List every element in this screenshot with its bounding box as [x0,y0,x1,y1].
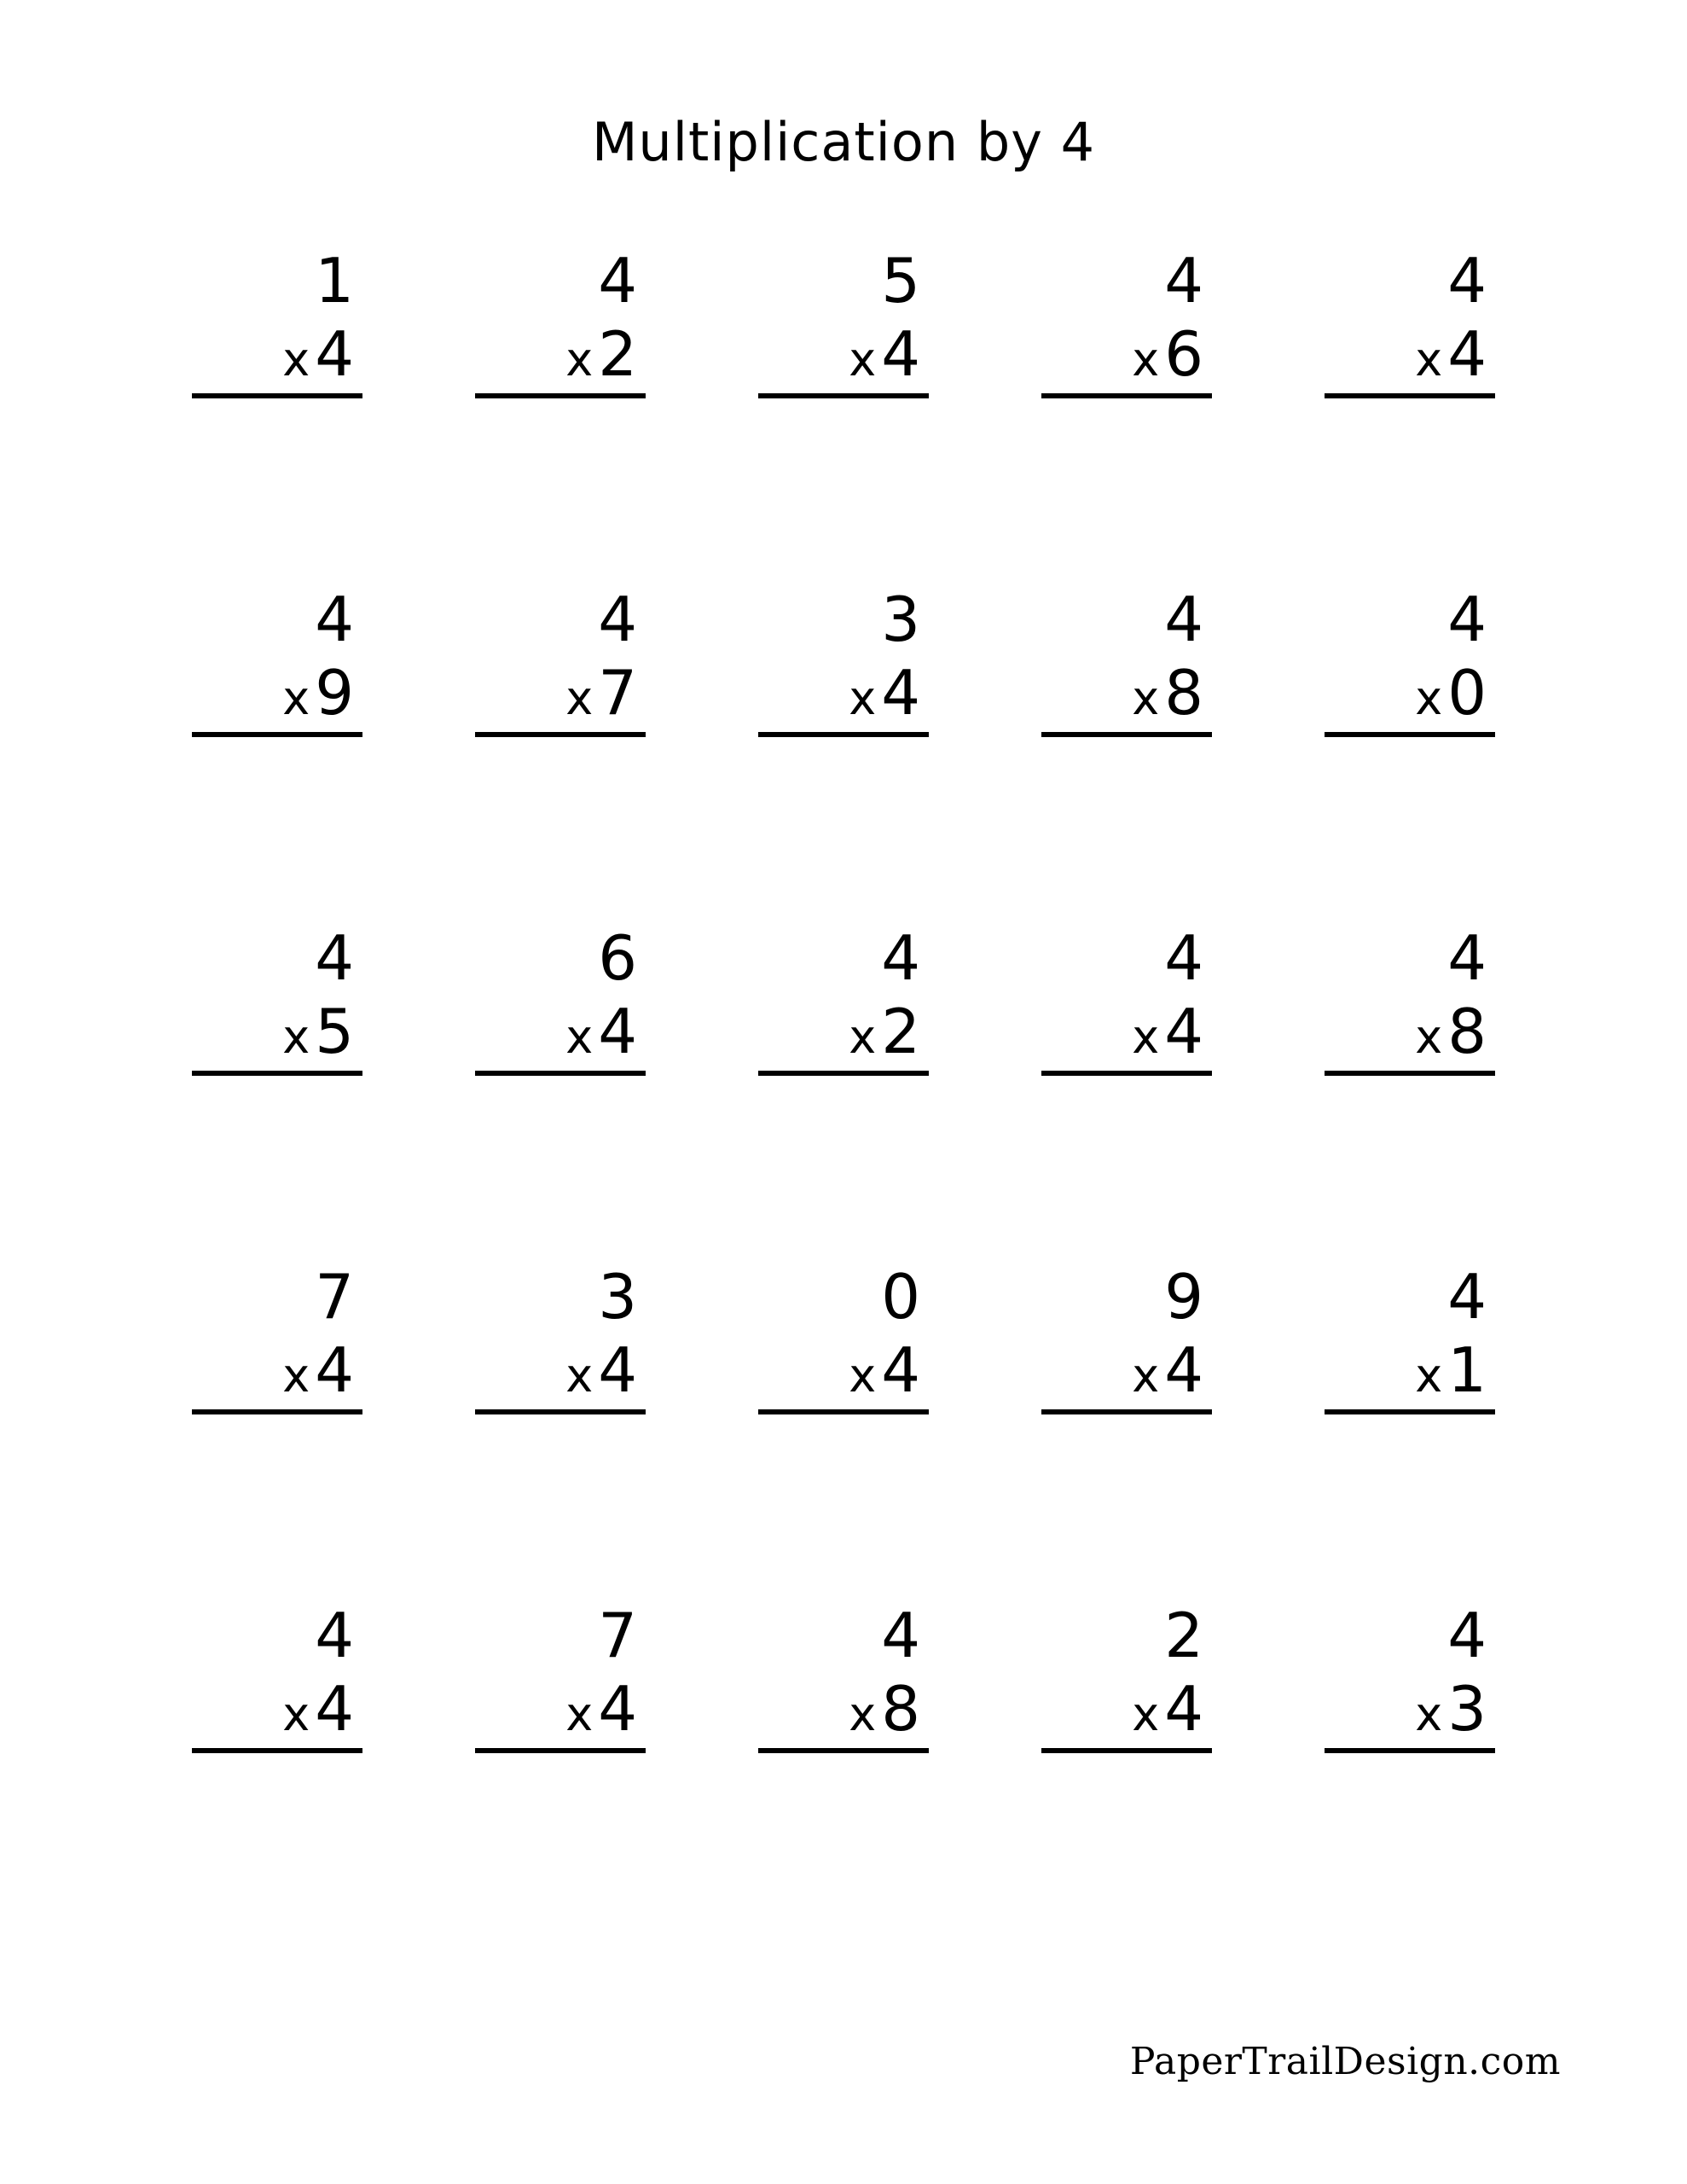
problem-item [1041,1240,1212,1579]
multiply-symbol: x [1415,1349,1443,1403]
operand-top: 3 [881,584,920,655]
operand-top: 1 [315,245,354,317]
problem-item [758,224,929,563]
operand-top: 4 [881,922,920,994]
operand-top: 3 [598,1261,637,1333]
multiply-symbol: x [565,333,594,386]
operand-top: 6 [598,922,637,994]
problem-item [192,224,362,563]
operand-row [758,318,929,390]
answer-rule [758,1071,929,1076]
multiply-symbol: x [565,1010,594,1064]
multiply-symbol: x [565,671,594,725]
operand-row [1325,996,1495,1067]
answer-rule [758,1409,929,1414]
operand-bottom: 4 [1164,996,1203,1067]
problem-item [192,902,362,1240]
problem-item [475,1240,646,1579]
operand-top: 4 [1447,922,1487,994]
operand-bottom: 4 [598,996,637,1067]
operand-row [1041,318,1212,390]
answer-rule [475,1409,646,1414]
answer-rule [192,1748,362,1753]
operand-top: 4 [1447,245,1487,317]
problem-item [192,1240,362,1579]
answer-rule [758,393,929,398]
problem-item [192,1579,362,1918]
answer-rule [192,1409,362,1414]
multiply-symbol: x [1415,1010,1443,1064]
operand-top: 4 [1447,584,1487,655]
answer-rule [475,1071,646,1076]
problem-grid [136,173,1551,1918]
problem-item [1325,224,1495,563]
operand-top: 4 [1164,922,1203,994]
operand-top: 4 [598,584,637,655]
operand-row [1041,996,1212,1067]
page-title: Multiplication by 4 [591,111,1096,173]
operand-row [475,1673,646,1745]
answer-rule [1041,393,1212,398]
operand-row [1325,1334,1495,1406]
multiply-symbol: x [1132,1687,1160,1741]
answer-rule [192,1071,362,1076]
operand-bottom: 7 [598,657,637,729]
operand-top: 7 [315,1261,354,1333]
answer-rule [758,1748,929,1753]
operand-bottom: 2 [598,318,637,390]
operand-top: 4 [1447,1261,1487,1333]
problem-item [1325,1240,1495,1579]
multiply-symbol: x [1132,1349,1160,1403]
answer-rule [192,393,362,398]
operand-row [758,1673,929,1745]
problem-item [475,224,646,563]
multiply-symbol: x [1132,671,1160,725]
multiply-symbol: x [282,1687,310,1741]
answer-rule [1325,1071,1495,1076]
operand-bottom: 4 [881,318,920,390]
answer-rule [1325,732,1495,737]
problem-item [1041,902,1212,1240]
operand-top: 7 [598,1600,637,1671]
multiply-symbol: x [1132,333,1160,386]
answer-rule [1041,1071,1212,1076]
operand-bottom: 6 [1164,318,1203,390]
operand-row [758,1334,929,1406]
problem-item [1325,902,1495,1240]
problem-item [1041,224,1212,563]
answer-rule [1041,1409,1212,1414]
multiply-symbol: x [849,1010,877,1064]
operand-row [192,1673,362,1745]
operand-row [192,996,362,1067]
operand-bottom: 4 [881,657,920,729]
operand-row [758,657,929,729]
answer-rule [475,393,646,398]
site-credit: PaperTrailDesign.com [1129,2040,1561,2083]
answer-rule [475,732,646,737]
problem-item [475,563,646,902]
operand-row [1041,1673,1212,1745]
operand-bottom: 4 [1164,1334,1203,1406]
operand-row [758,996,929,1067]
problem-item [1325,563,1495,902]
problem-item [475,902,646,1240]
operand-bottom: 1 [1447,1334,1487,1406]
operand-top: 4 [315,1600,354,1671]
answer-rule [758,732,929,737]
multiply-symbol: x [849,671,877,725]
operand-bottom: 5 [315,996,354,1067]
operand-top: 4 [598,245,637,317]
operand-top: 4 [1447,1600,1487,1671]
operand-top: 2 [1164,1600,1203,1671]
operand-row [1041,657,1212,729]
operand-row [192,318,362,390]
operand-bottom: 9 [315,657,354,729]
multiply-symbol: x [282,671,310,725]
operand-bottom: 4 [598,1334,637,1406]
operand-bottom: 3 [1447,1673,1487,1745]
operand-bottom: 4 [881,1334,920,1406]
multiply-symbol: x [1132,1010,1160,1064]
operand-top: 5 [881,245,920,317]
operand-top: 4 [1164,584,1203,655]
operand-row [1325,657,1495,729]
answer-rule [475,1748,646,1753]
problem-item [1041,563,1212,902]
operand-bottom: 4 [315,1673,354,1745]
operand-bottom: 8 [1447,996,1487,1067]
operand-top: 4 [1164,245,1203,317]
operand-top: 4 [315,584,354,655]
operand-bottom: 8 [1164,657,1203,729]
operand-top: 9 [1164,1261,1203,1333]
operand-bottom: 4 [1164,1673,1203,1745]
answer-rule [1041,732,1212,737]
multiply-symbol: x [1415,671,1443,725]
multiply-symbol: x [849,1687,877,1741]
answer-rule [1325,393,1495,398]
operand-bottom: 4 [598,1673,637,1745]
multiply-symbol: x [565,1349,594,1403]
multiply-symbol: x [282,1349,310,1403]
operand-row [475,1334,646,1406]
operand-top: 4 [881,1600,920,1671]
problem-item [758,563,929,902]
problem-item [758,902,929,1240]
operand-row [1325,318,1495,390]
answer-rule [1041,1748,1212,1753]
multiply-symbol: x [565,1687,594,1741]
operand-row [1325,1673,1495,1745]
operand-bottom: 0 [1447,657,1487,729]
operand-row [475,657,646,729]
operand-top: 4 [315,922,354,994]
operand-bottom: 4 [1447,318,1487,390]
operand-bottom: 4 [315,1334,354,1406]
problem-item [1041,1579,1212,1918]
multiply-symbol: x [849,333,877,386]
operand-row [475,318,646,390]
problem-item [1325,1579,1495,1918]
problem-item [475,1579,646,1918]
problem-item [758,1240,929,1579]
problem-item [758,1579,929,1918]
multiply-symbol: x [1415,333,1443,386]
operand-row [1041,1334,1212,1406]
operand-top: 0 [881,1261,920,1333]
multiply-symbol: x [849,1349,877,1403]
operand-bottom: 2 [881,996,920,1067]
problem-item [192,563,362,902]
operand-row [192,657,362,729]
answer-rule [1325,1748,1495,1753]
multiply-symbol: x [282,333,310,386]
multiply-symbol: x [282,1010,310,1064]
operand-row [475,996,646,1067]
answer-rule [1325,1409,1495,1414]
answer-rule [192,732,362,737]
operand-bottom: 4 [315,318,354,390]
multiply-symbol: x [1415,1687,1443,1741]
operand-row [192,1334,362,1406]
operand-bottom: 8 [881,1673,920,1745]
